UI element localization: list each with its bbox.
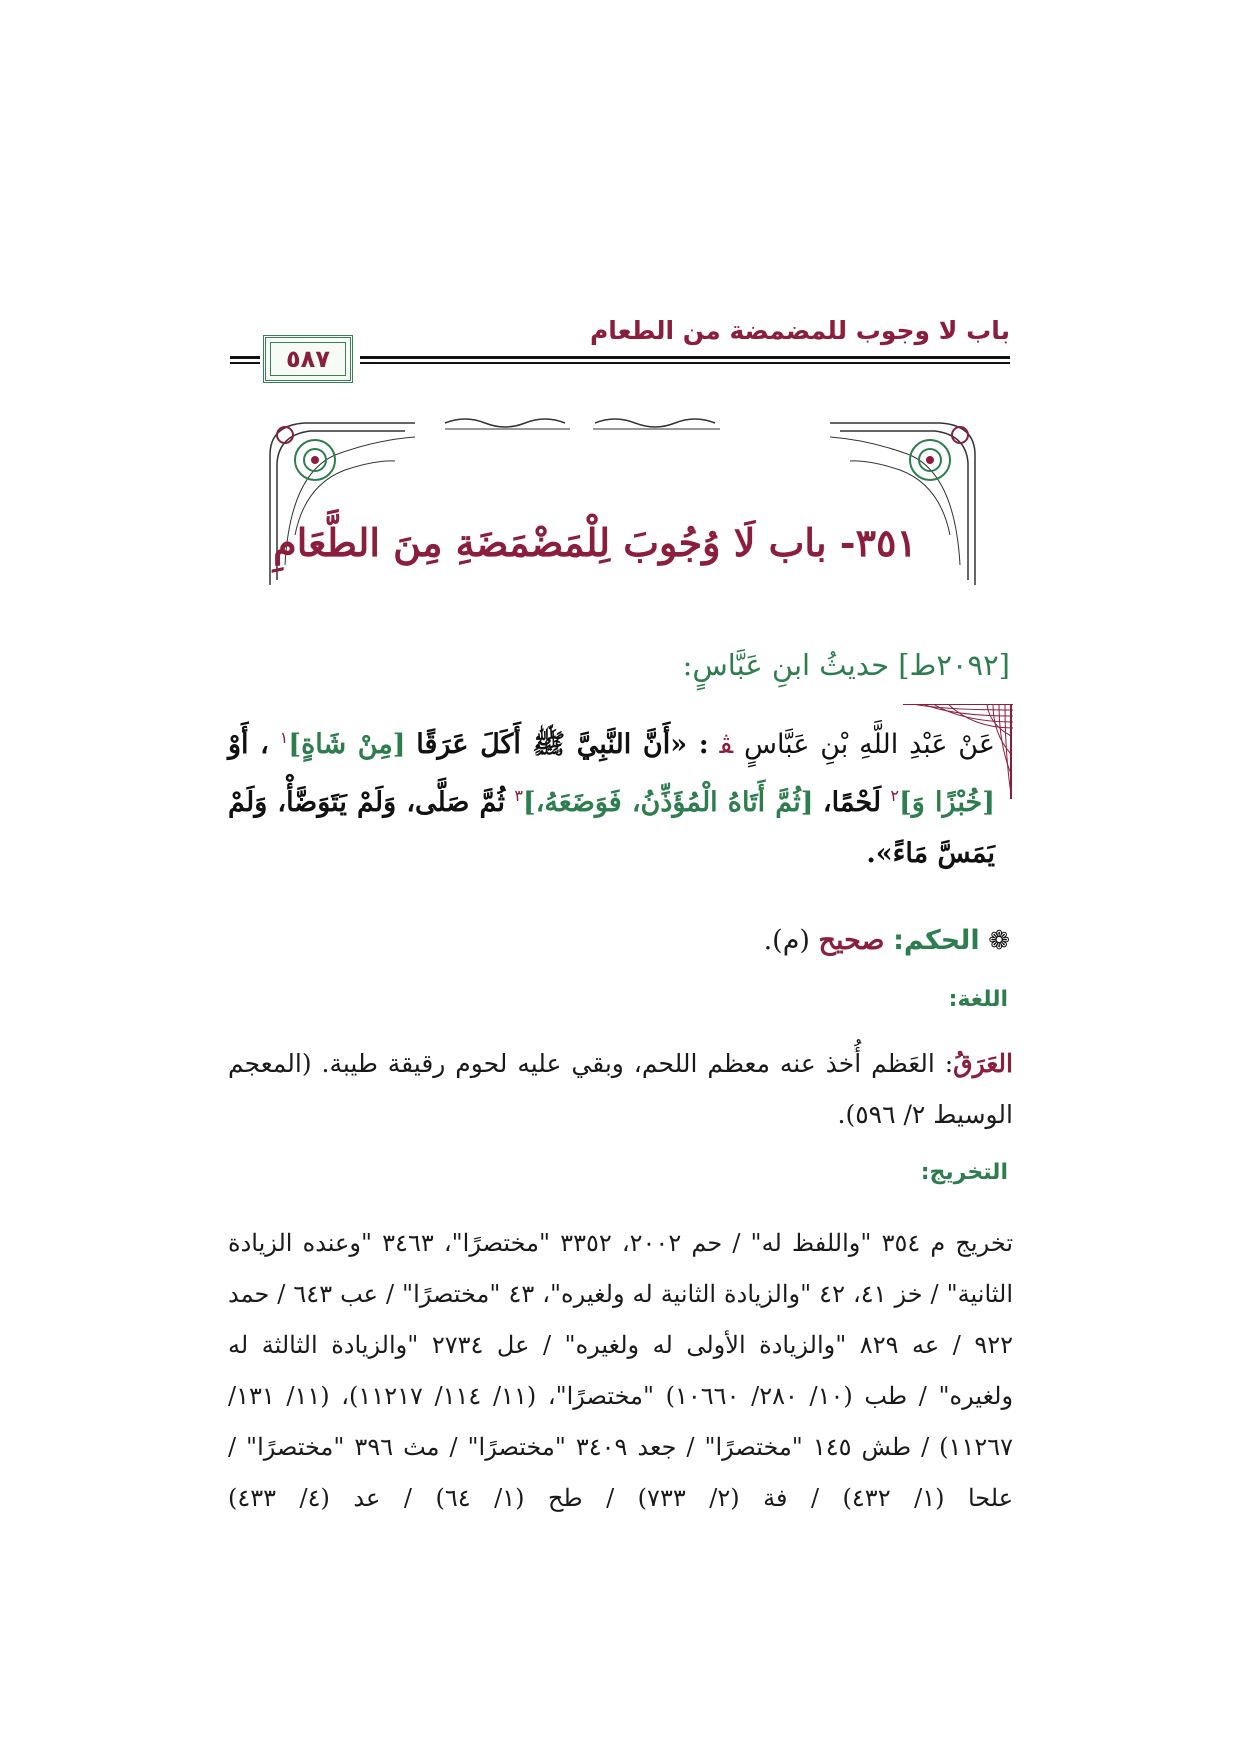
hadith-header — [230, 648, 1010, 682]
hadith-addition-3: [ثُمَّ أَتَاهُ الْمُؤَذِّنُ، فَوَضَعَهُ،] — [522, 787, 814, 818]
hadith-addition-2: [خُبْزًا وَ] — [899, 787, 995, 818]
running-title: باب لا وجوب للمضمضة من الطعام — [589, 316, 1010, 345]
header-rule-bottom-right — [360, 362, 1010, 364]
running-header — [0, 0, 1240, 400]
hadith-block — [228, 712, 1013, 879]
ruling-value: صحيح — [818, 925, 885, 956]
hadith-text-1: : «أَنَّ النَّبِيَّ ﷺ أَكَلَ عَرَقًا — [416, 729, 709, 760]
lughah-paragraph — [228, 1038, 1013, 1140]
lughah-heading: اللغة: — [948, 987, 1008, 1012]
footnote-marker-2: ٢ — [890, 786, 900, 805]
chapter-title: ٣٥١- باب لَا وُجُوبَ لِلْمَضْمَضَةِ مِنَ الطَّعَامِ — [273, 520, 917, 565]
hadith-text-2: ، أَوْ — [228, 729, 269, 760]
hadith-label: حديثُ ابنِ عَبَّاسٍ: — [682, 648, 889, 682]
honorific-icon: ﭭ — [719, 729, 734, 760]
footnote-marker-1: ١ — [279, 728, 289, 747]
rosette-left-icon — [277, 427, 335, 480]
hadith-text-4: ثُمَّ صَلَّى، وَلَمْ يَتَوَضَّأْ، وَلَمْ يَمَسَّ مَاءً». — [228, 787, 995, 869]
takhrij-heading: التخريج: — [920, 1160, 1008, 1185]
rosette-right-icon — [910, 427, 968, 480]
hadith-addition-1: [مِنْ شَاةٍ] — [288, 729, 406, 760]
takhrij-paragraph: تخريج م ٣٥٤ "واللفظ له" / حم ٢٠٠٢، ٣٣٥٢ "مختصرًا"، ٣٤٦٣ "وعنده الزيادة الثانية" / خز ٤١، ٤٢ "والزيادة الثانية له ولغيره"، ٤٣ "مختصرًا" / عب ٦٤٣ / حمد ٩٢٢ / عه ٨٢٩ "والزيادة الأولى له ولغيره" / عل ٢٧٣٤ "والزيادة الثالثة له ولغيره" / طب (١٠/ ٢٨٠/ ١٠٦٦٠) "مختصرًا"، (١١/ ١١٤/ ١١٢١٧)، (١١/ ١٣١/ ١١٢٦٧) / طش ١٤٥ "مختصرًا" / جعد ٣٤٠٩ "مختصرًا" / مث ٣٩٦ "مختصرًا" / علحا (١/ ٤٣٢) / فة (٢/ ٧٣٣) / طح (١/ ٦٤) / عد (٤/ ٤٣٣) — [228, 1229, 1014, 1512]
flower-ornament-icon: ❁ — [988, 926, 1010, 956]
lughah-term: العَرَقُ — [953, 1049, 1013, 1078]
hadith-text-3: لَحْمًا، — [822, 787, 882, 818]
header-rule-top-left — [230, 356, 260, 359]
page-number-box — [263, 335, 353, 383]
hadith-number: [٢٠٩٢ط] — [898, 648, 1010, 682]
ruling — [230, 925, 1010, 956]
chapter-ornament-frame — [265, 415, 980, 595]
hadith-text — [228, 712, 1013, 879]
header-rule-top-right — [360, 356, 1010, 359]
ruling-source: (م). — [763, 925, 810, 956]
ruling-label: الحكم: — [893, 925, 980, 956]
header-rule-bottom-left — [230, 362, 260, 364]
footnote-marker-3: ٣ — [514, 786, 523, 805]
page-number: ٥٨٧ — [286, 345, 330, 373]
lughah-definition: : العَظم أُخذ عنه معظم اللحم، وبقي عليه لحوم رقيقة طيبة. (المعجم الوسيط ٢/ ٥٩٦). — [228, 1049, 1013, 1129]
corner-ornament-icon — [903, 704, 1013, 799]
hadith-narrator: عَنْ عَبْدِ اللَّهِ بْنِ عَبَّاسٍ — [743, 729, 995, 760]
